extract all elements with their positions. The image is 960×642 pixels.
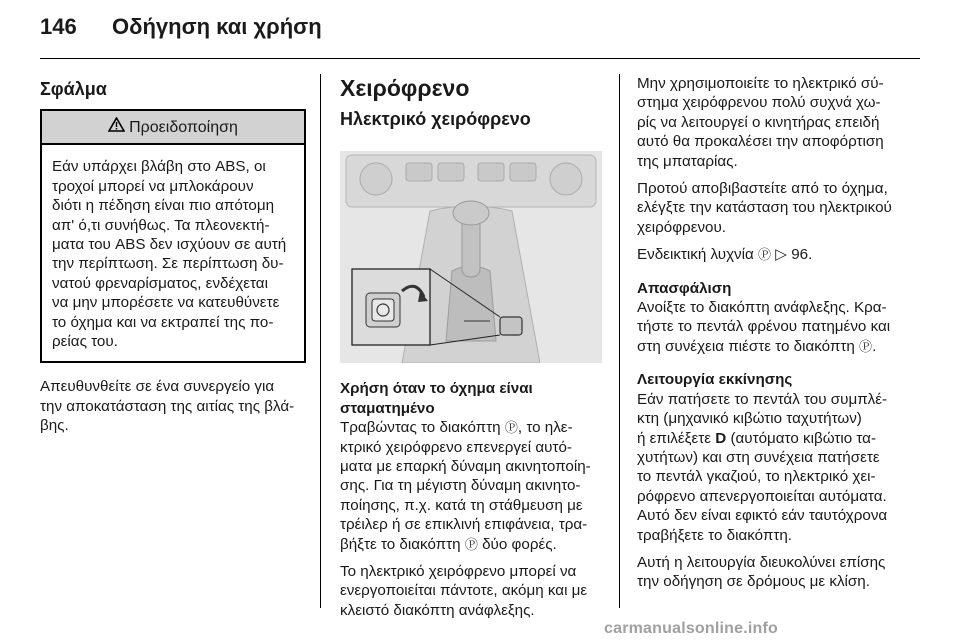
warning-title: Προειδοποίηση [129,118,238,136]
parking-brake-icon: Ⓟ [859,338,873,354]
warning-line: Εάν υπάρχει βλάβη στο ABS, οι [52,158,266,176]
warning-body [42,145,304,361]
drive-away-heading: Λειτουργία εκκίνησης [637,371,793,389]
warning-box [40,109,306,363]
parking-brake-icon: Ⓟ [758,247,772,263]
warning-line: τροχοί μπορεί να μπλοκάρουν [52,177,254,195]
battery-paragraph: Μην χρησιμοποιείτε το ηλεκτρικό σύ- στημα χειρόφρενου πολύ συχνά χω- ρίς να λειτουργεί ο κινητήρας επειδή αυτό θα προκαλέσει την αποφόρτιση της μπαταρίας. [637,75,884,170]
watermark: carmanualsonline.info [604,620,779,637]
page-number: 146 [40,14,77,39]
column-divider [320,74,321,608]
page-title: Οδήγηση και χρήση [112,14,322,39]
parking-brake-figure [340,151,602,363]
drive-away-paragraph: Εάν πατήσετε το πεντάλ του συμπλέ- κτη (μηχανικό κιβώτιο ταχυτήτων) ή επιλέξετε D (αυτόματο κιβώτιο τα- χυτήτων) και στη συνέχεια πατήσετε το πεντάλ γκαζιού, το ηλεκτρικό χει- ρόφρενο απενεργοποιείται αυτόματα. Αυτό δεν είναι εφικτό εάν ταυτόχρονα τραβήξετε το διακόπτη. [637,390,888,544]
parking-brake-icon: Ⓟ [464,536,478,552]
page-reference-arrow-icon: ▷ [775,246,787,264]
warning-title-bar [42,111,304,145]
column-divider [619,74,620,608]
warning-line: νατού φρεναρίσματος, ενδέχεται [52,274,268,292]
release-heading: Απασφάλιση [637,279,732,297]
release-paragraph: Ανοίξτε το διακόπτη ανάφλεξης. Κρα- τήστε το πεντάλ φρένου πατημένο και στη συνέχεια πιέστε το διακόπτη Ⓟ. [637,299,891,355]
page-header [40,14,920,44]
indicator-paragraph: Ενδεικτική λυχνία Ⓟ ▷ 96. [637,246,813,264]
parking-brake-icon: Ⓟ [504,420,518,436]
ignition-paragraph: Το ηλεκτρικό χειρόφρενο μπορεί να ενεργοποιείται πάντοτε, ακόμη και με κλειστό διακόπτη ανάφλεξης. [340,563,588,619]
warning-triangle-icon [108,117,125,137]
page-reference-link[interactable]: 96. [791,246,813,264]
service-paragraph: Απευθυνθείτε σε ένα συνεργείο για την αποκατάσταση της αιτίας της βλά- βης. [40,378,295,435]
warning-line: το όχημα και να εκτραπεί της πο- [52,313,274,331]
section-title-parking-brake: Χειρόφρενο [340,75,470,101]
parking-brake-illustration [340,151,602,363]
warning-line: απ' ό,τι συνήθως. Τα πλεονεκτή- [52,216,270,234]
header-divider [40,58,920,59]
warning-line: ρείας του. [52,333,118,351]
usage-stationary-heading: Χρήση όταν το όχημα είναι σταματημένο [340,380,533,417]
warning-line: την περίπτωση. Σε περίπτωση δυ- [52,255,284,273]
hill-start-paragraph: Αυτή η λειτουργία διευκολύνει επίσης την οδήγηση σε δρόμους με κλίση. [637,553,886,591]
section-heading-fault: Σφάλμα [40,79,107,99]
warning-line: να μην μπορέσετε να κατευθύνετε [52,294,280,312]
warning-line: διότι η πέδηση είναι πιο απότομη [52,197,275,215]
subsection-title-electric-brake: Ηλεκτρικό χειρόφρενο [340,109,531,129]
column-middle [340,74,602,628]
column-left [40,74,306,444]
check-status-paragraph: Προτού αποβιβαστείτε από το όχημα, ελέγξτε την κατάσταση του ηλεκτρικού χειρόφρενου. [637,180,892,236]
column-right [637,74,923,600]
warning-line: ματα του ABS δεν ισχύουν σε αυτή [52,236,287,254]
usage-stationary-paragraph: Τραβώντας το διακόπτη Ⓟ, το ηλε- κτρικό χειρόφρενο επενεργεί αυτό- ματα με επαρκή δύναμη ακινητοποίη- σης. Για τη μέγιστη δύναμη ακινητο- ποίησης, π.χ. κατά τη στάθμευση με τρέιλερ ή σε επικλινή επιφάνεια, τρα- βήξτε το διακόπτη Ⓟ δύο φορές. [340,419,591,553]
